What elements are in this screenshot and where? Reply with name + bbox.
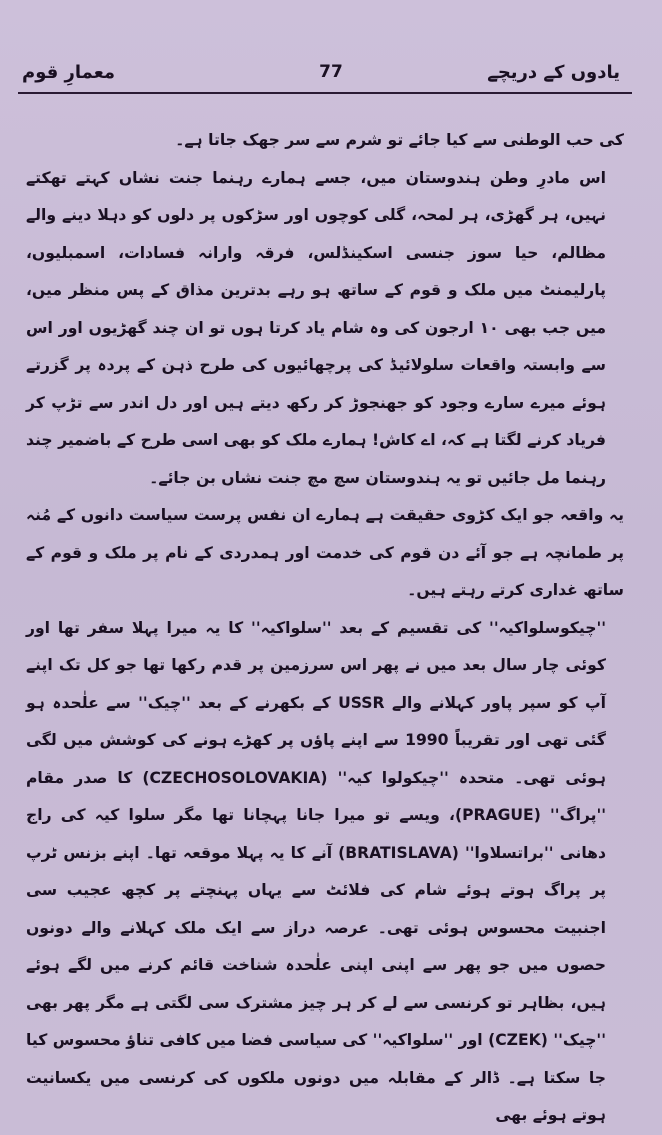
header-divider [18, 92, 632, 94]
paragraph: اس مادرِ وطن ہندوستان میں، جسے ہمارے رہنما جنت نشاں کہتے تھکتے نہیں، ہر گھڑی، ہر لمحہ، گلی کوچوں اور سڑکوں پر دلوں کو دہلا دینے والے مظالم، حیا سوز جنسی اسکینڈلس، فرقہ وارانہ فسادات، اسمبلیوں، پارلیمنٹ میں ملک و قوم کے ساتھ ہو رہے بدترین مذاق کے پس منظر میں، میں جب بھی ۱۰ ارجون کی وہ شام یاد کرتا ہوں تو ان چند گھڑیوں اور اس سے وابستہ واقعات سلولائیڈ کی پرچھائیوں کی طرح ذہن کے پردہ پر گزرتے ہوئے میرے سارے وجود کو جھنجوڑ کر رکھ دیتے ہیں اور دل اندر سے تڑپ کر فریاد کرنے لگتا ہے کہ، اے کاش! ہمارے ملک کو بھی اسی طرح کے باضمیر چند رہنما مل جائیں تو یہ ہندوستان سچ مچ جنت نشاں بن جائے۔ [26, 168, 606, 487]
author-name: معمارِ قوم [22, 62, 116, 83]
page-body [26, 122, 624, 1135]
paragraph: یہ واقعہ جو ایک کڑوی حقیقت ہے ہمارے ان نفس پرست سیاست دانوں کے مُنہ پر طمانچہ ہے جو آئے دن قوم کی خدمت اور ہمدردی کے نام پر ملک و قوم کے ساتھ غداری کرتے رہتے ہیں۔ [26, 506, 624, 599]
paragraph: ''چیکوسلواکیہ'' کی تقسیم کے بعد ''سلواکیہ'' کا یہ میرا پہلا سفر تھا اور کوئی چار سال بعد میں نے پھر اس سرزمین پر قدم رکھا تھا جو کل تک اپنے آپ کو سپر پاور کہلانے والے USSR کے بکھرنے کے بعد ''چیک'' سے علٰحدہ ہو گئی تھی اور تقریباً 1990 سے اپنے پاؤں پر کھڑے ہونے کی کوشش میں لگی ہوئی تھی۔ متحدہ ''چیکولوا کیہ'' (CZECHOSOLOVAKIA) کا صدر مقام ''پراگ'' (PRAGUE)، ویسے تو میرا جانا پہچانا تھا مگر سلوا کیہ کی راج دھانی ''براتسلاوا'' (BRATISLAVA) آنے کا یہ پہلا موقعہ تھا۔ اپنے بزنس ٹرپ پر پراگ ہوتے ہوئے شام کی فلائٹ سے یہاں پہنچتے پر کچھ عجیب سی اجنبیت محسوس ہوئی تھی۔ عرصہ دراز سے ایک ملک کہلانے والے دونوں حصوں میں جو پھر سے اپنی اپنی علٰحدہ شناخت قائم کرنے میں لگے ہوئے ہیں، بظاہر تو کرنسی سے لے کر ہر چیز مشترک سی لگتی ہے مگر پھر بھی ''چیک'' (CZEK) اور ''سلواکیہ'' کی سیاسی فضا میں کافی تناؤ محسوس کیا جا سکتا ہے۔ ڈالر کے مقابلہ میں دونوں ملکوں کی کرنسی میں یکسانیت ہوتے ہوئے بھی [26, 618, 606, 1124]
page-header [0, 52, 662, 96]
book-title: یادوں کے دریچے [487, 62, 620, 83]
paragraph: کی حب الوطنی سے کیا جائے تو شرم سے سر جھک جاتا ہے۔ [175, 131, 624, 149]
page-number: 77 [319, 62, 343, 82]
